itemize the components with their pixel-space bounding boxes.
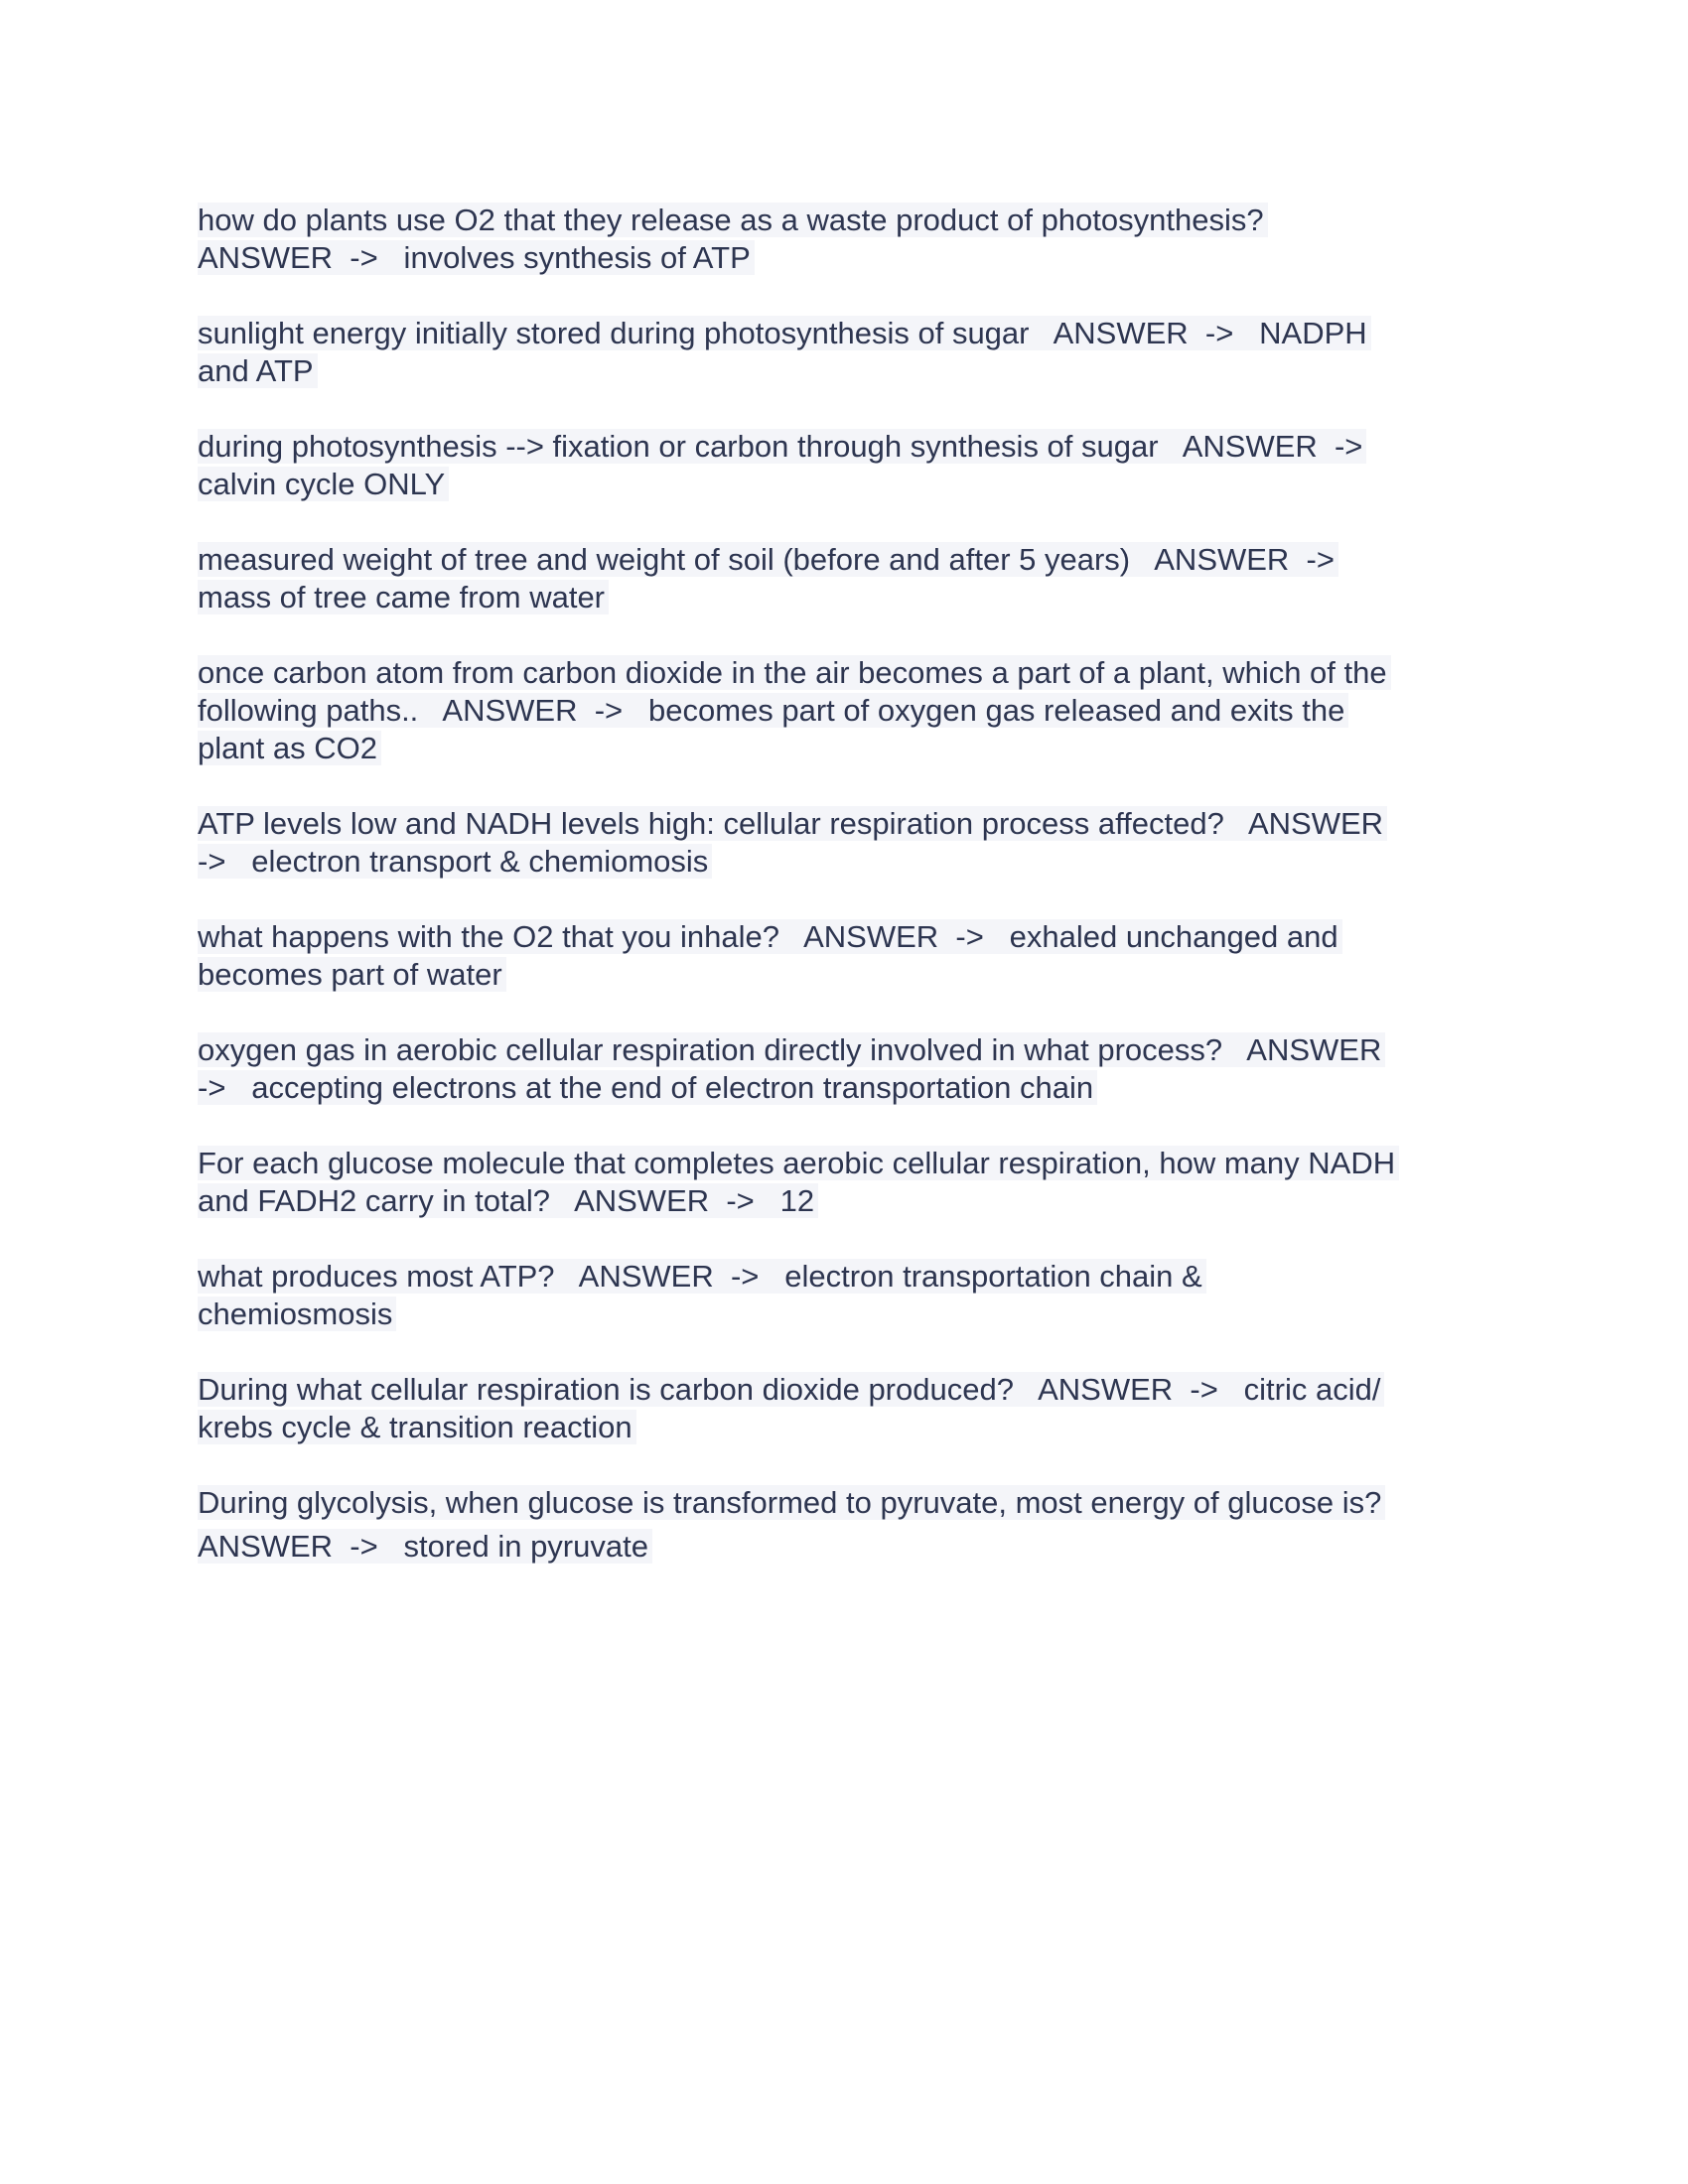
- qa-line: [198, 541, 1508, 579]
- qa-line-text: what produces most ATP? ANSWER -> electron transportation chain &: [198, 1259, 1206, 1294]
- qa-item: [198, 1258, 1508, 1333]
- qa-line: [198, 1484, 1508, 1522]
- qa-item: [198, 805, 1508, 881]
- qa-line-text: -> electron transport & chemiomosis: [198, 844, 712, 879]
- qa-line: [198, 1409, 1508, 1446]
- qa-line-text: measured weight of tree and weight of soil (before and after 5 years) ANSWER ->: [198, 542, 1338, 577]
- qa-line-text: becomes part of water: [198, 957, 506, 992]
- qa-line-text: mass of tree came from water: [198, 580, 609, 614]
- qa-line: [198, 1031, 1508, 1069]
- qa-line-text: oxygen gas in aerobic cellular respiration directly involved in what process? ANSWER: [198, 1032, 1385, 1067]
- qa-item: [198, 428, 1508, 503]
- qa-item: [198, 1484, 1508, 1566]
- qa-line-text: krebs cycle & transition reaction: [198, 1410, 636, 1444]
- qa-line-text: what happens with the O2 that you inhale? ANSWER -> exhaled unchanged and: [198, 919, 1342, 954]
- qa-line: [198, 1528, 1508, 1566]
- qa-line: [198, 730, 1508, 767]
- qa-line-text: and ATP: [198, 353, 318, 388]
- qa-line-text: once carbon atom from carbon dioxide in the air becomes a part of a plant, which of the: [198, 655, 1391, 690]
- qa-line: [198, 1371, 1508, 1409]
- qa-line-text: sunlight energy initially stored during photosynthesis of sugar ANSWER -> NADPH: [198, 316, 1371, 350]
- qa-line-text: how do plants use O2 that they release as a waste product of photosynthesis?: [198, 203, 1268, 237]
- qa-line-text: and FADH2 carry in total? ANSWER -> 12: [198, 1183, 818, 1218]
- qa-line-text: calvin cycle ONLY: [198, 467, 449, 501]
- qa-line-text: plant as CO2: [198, 731, 381, 765]
- qa-line: [198, 1296, 1508, 1333]
- qa-line: [198, 843, 1508, 881]
- qa-line-text: For each glucose molecule that completes aerobic cellular respiration, how many NADH: [198, 1146, 1399, 1180]
- qa-line: [198, 352, 1508, 390]
- qa-line: [198, 428, 1508, 466]
- qa-line-text: During what cellular respiration is carbon dioxide produced? ANSWER -> citric acid/: [198, 1372, 1384, 1407]
- qa-line: [198, 918, 1508, 956]
- qa-item: [198, 202, 1508, 277]
- qa-line-text: ANSWER -> involves synthesis of ATP: [198, 240, 755, 275]
- qa-line: [198, 239, 1508, 277]
- qa-line: [198, 1182, 1508, 1220]
- qa-line-text: ANSWER -> stored in pyruvate: [198, 1529, 652, 1564]
- qa-item: [198, 315, 1508, 390]
- qa-item: [198, 1031, 1508, 1107]
- qa-line: [198, 1145, 1508, 1182]
- qa-line-text: During glycolysis, when glucose is transformed to pyruvate, most energy of glucose is?: [198, 1485, 1385, 1520]
- qa-line: [198, 1258, 1508, 1296]
- qa-item: [198, 1145, 1508, 1220]
- qa-line: [198, 956, 1508, 994]
- qa-line: [198, 315, 1508, 352]
- qa-line: [198, 654, 1508, 692]
- qa-line: [198, 579, 1508, 616]
- qa-line: [198, 692, 1508, 730]
- qa-line-text: chemiosmosis: [198, 1297, 396, 1331]
- qa-line: [198, 805, 1508, 843]
- qa-line-text: ATP levels low and NADH levels high: cellular respiration process affected? ANSWER: [198, 806, 1387, 841]
- qa-item: [198, 1371, 1508, 1446]
- qa-line: [198, 1069, 1508, 1107]
- qa-line: [198, 202, 1508, 239]
- qa-item: [198, 541, 1508, 616]
- qa-item: [198, 918, 1508, 994]
- qa-line-text: -> accepting electrons at the end of electron transportation chain: [198, 1070, 1097, 1105]
- qa-line-text: following paths.. ANSWER -> becomes part of oxygen gas released and exits the: [198, 693, 1348, 728]
- qa-item: [198, 654, 1508, 767]
- qa-line: [198, 466, 1508, 503]
- qa-line-text: during photosynthesis --> fixation or carbon through synthesis of sugar ANSWER ->: [198, 429, 1366, 464]
